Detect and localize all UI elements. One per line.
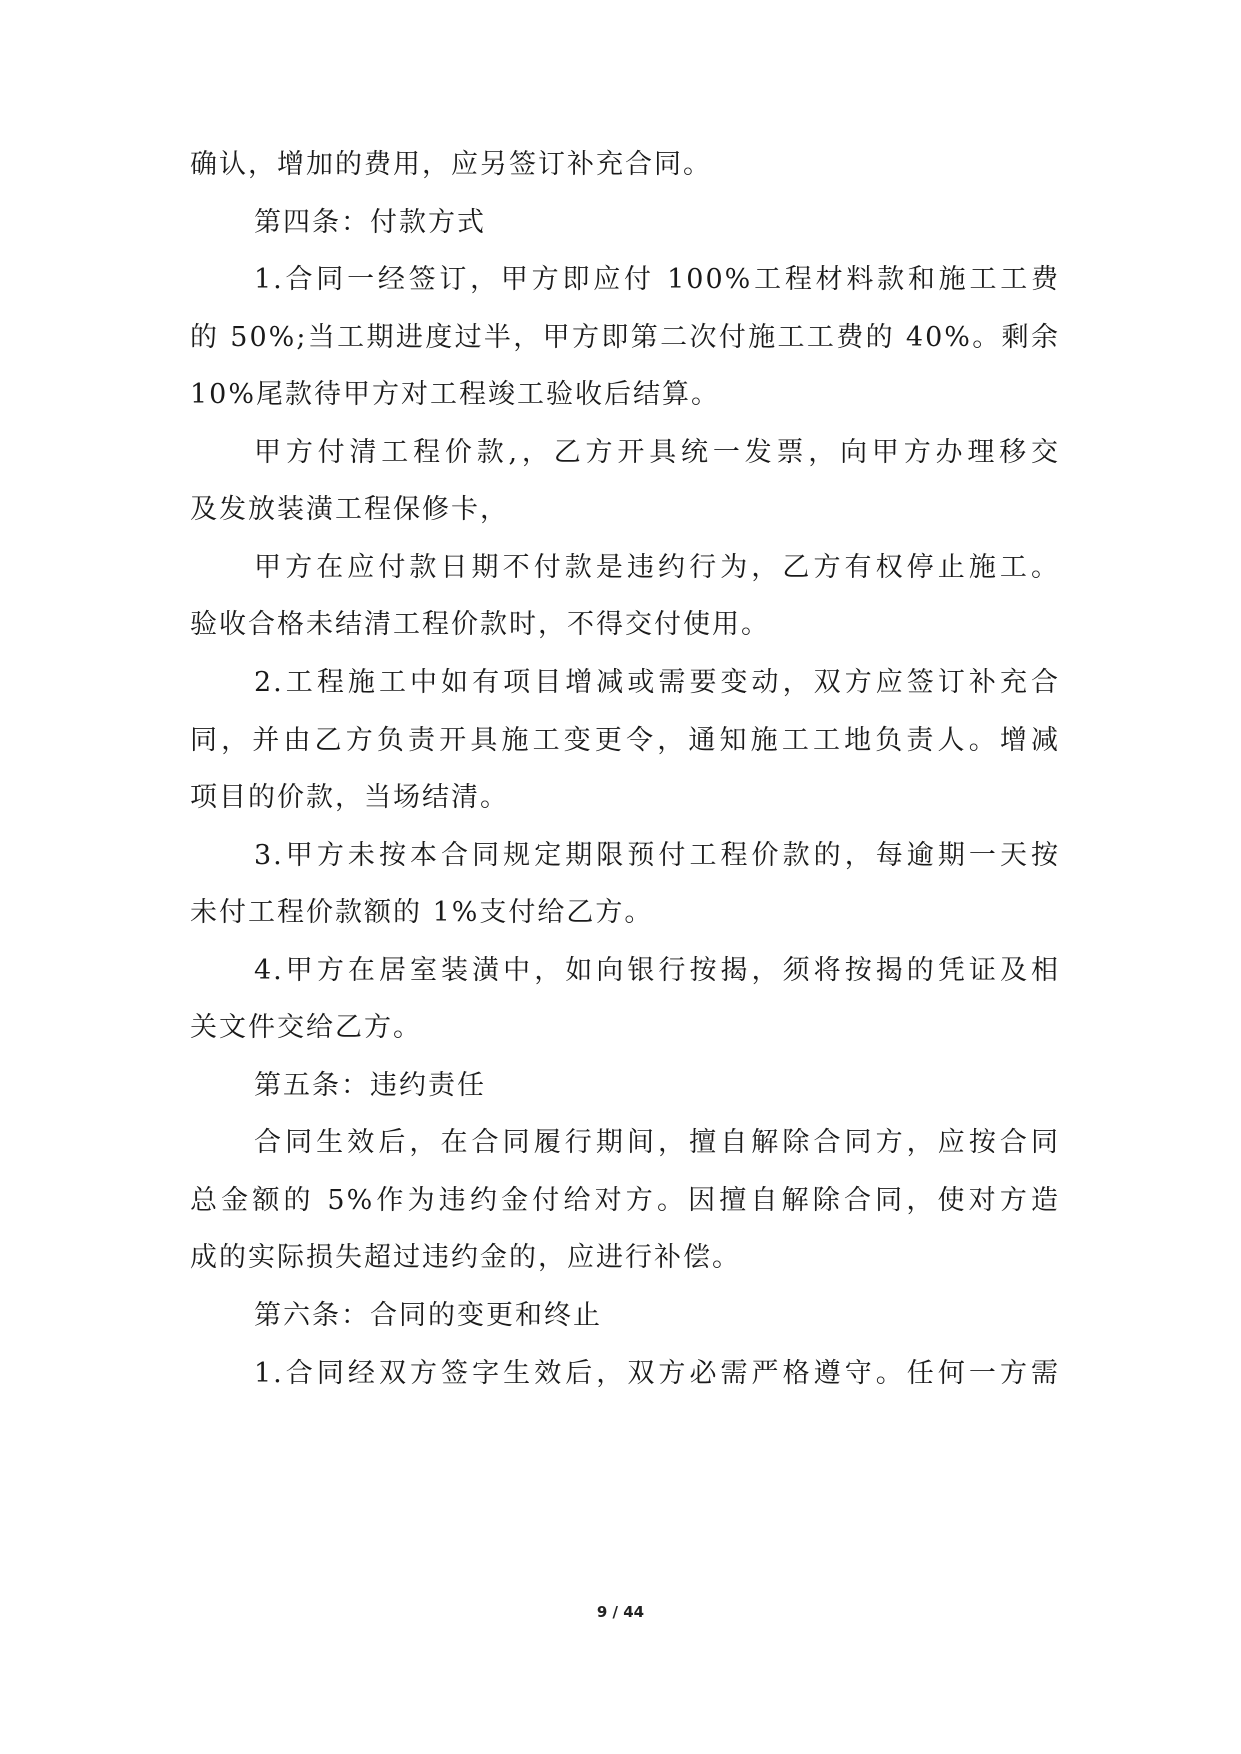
text-line: 1.合同经双方签字生效后，双方必需严格遵守。任何一方需 [254, 1358, 1060, 1389]
text-line: 甲方付清工程价款,，乙方开具统一发票，向甲方办理移交 [254, 437, 1060, 468]
text-line: 第五条：违约责任 [254, 1070, 486, 1101]
text-line: 合同生效后，在合同履行期间，擅自解除合同方，应按合同 [254, 1127, 1060, 1158]
text-line: 同，并由乙方负责开具施工变更令，通知施工工地负责人。增减 [190, 725, 1060, 756]
text-line: 成的实际损失超过违约金的，应进行补偿。 [190, 1242, 741, 1273]
text-line: 总金额的 5%作为违约金付给对方。因擅自解除合同，使对方造 [190, 1185, 1060, 1216]
text-line: 第四条：付款方式 [254, 207, 486, 238]
text-line: 1.合同一经签订，甲方即应付 100%工程材料款和施工工费 [254, 264, 1060, 295]
text-line: 未付工程价款额的 1%支付给乙方。 [190, 897, 654, 928]
text-line: 的 50%;当工期进度过半，甲方即第二次付施工工费的 40%。剩余 [190, 322, 1060, 353]
page-number: 9 / 44 [596, 1603, 645, 1621]
text-line: 10%尾款待甲方对工程竣工验收后结算。 [190, 379, 721, 410]
text-line: 3.甲方未按本合同规定期限预付工程价款的，每逾期一天按 [254, 840, 1060, 871]
text-line: 确认，增加的费用，应另签订补充合同。 [190, 149, 712, 180]
text-line: 验收合格未结清工程价款时，不得交付使用。 [190, 609, 770, 640]
text-line: 及发放装潢工程保修卡， [190, 494, 509, 525]
text-line: 第六条：合同的变更和终止 [254, 1300, 602, 1331]
text-line: 关文件交给乙方。 [190, 1012, 422, 1043]
text-line: 甲方在应付款日期不付款是违约行为，乙方有权停止施工。 [254, 552, 1060, 583]
text-line: 项目的价款，当场结清。 [190, 782, 509, 813]
text-line: 4.甲方在居室装潢中，如向银行按揭，须将按揭的凭证及相 [254, 955, 1060, 986]
text-line: 2.工程施工中如有项目增减或需要变动，双方应签订补充合 [254, 667, 1060, 698]
